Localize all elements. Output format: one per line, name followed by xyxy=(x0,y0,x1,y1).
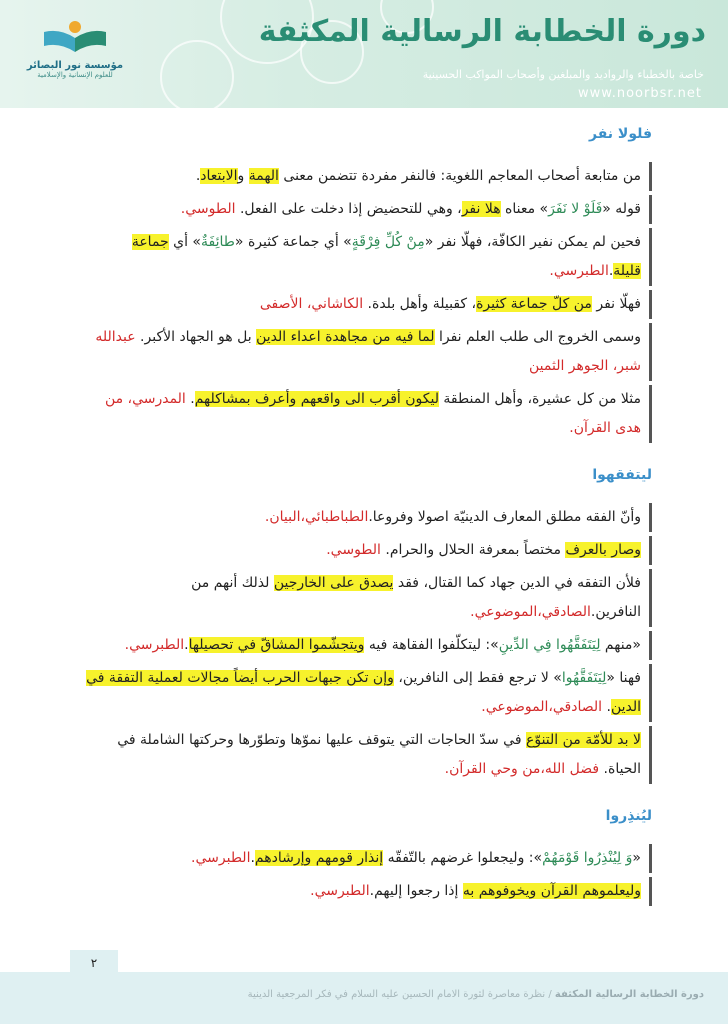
highlighted-text: ليكون أقرب الى واقعهم وأعرف بمشاكلهم xyxy=(194,391,439,407)
org-logo xyxy=(20,18,130,98)
decorative-circle xyxy=(160,40,234,108)
body-text: مثلا من كل عشيرة، وأهل المنطقة xyxy=(438,391,641,407)
quran-quote: فَلَوْ لا نَفَرَ xyxy=(548,201,603,217)
highlighted-text: وليعلموهم القرآن ويخوفوهم به xyxy=(462,883,641,899)
body-text: إذا رجعوا إليهم. xyxy=(369,883,463,899)
body-text: و xyxy=(237,168,249,184)
highlighted-text: جماعة قليلة xyxy=(131,234,641,279)
body-text: بل هو الجهاد الأكبر. xyxy=(135,329,257,345)
highlighted-text: لا بد للأمّة من التنوّع xyxy=(525,732,641,748)
body-text: فلأن التفقه في الدين جهاد كما القتال، فقد xyxy=(393,575,641,591)
highlighted-text: هلا نفر xyxy=(461,201,501,217)
paragraph xyxy=(78,162,652,191)
citation-source: الصادقي،الموضوعي. xyxy=(470,604,591,620)
page-header xyxy=(0,0,728,108)
body-text: فهلّا نفر xyxy=(591,296,641,312)
highlighted-text: إنذار قومهم وإرشادهم xyxy=(254,850,384,866)
paragraph xyxy=(78,503,652,532)
body-text: » أي جماعة كثيرة « xyxy=(234,234,352,250)
citation-source: الطبرسي. xyxy=(191,850,251,866)
book-icon xyxy=(40,18,110,56)
citation-source: فضل الله،من وحي القرآن. xyxy=(444,761,600,777)
body-text: . xyxy=(185,391,195,407)
body-text: لذلك أنهم من النافرين. xyxy=(191,575,641,620)
body-text: وأنّ الفقه مطلق المعارف الدينيّة اصولا وفروعا. xyxy=(368,509,641,525)
website-url[interactable]: www.noorbsr.net xyxy=(578,86,702,101)
citation-source: الطبرسي. xyxy=(310,883,370,899)
paragraph xyxy=(78,569,652,627)
paragraph xyxy=(78,844,652,873)
paragraph xyxy=(78,323,652,381)
body-text: من متابعة أصحاب المعاجم اللغوية: فالنفر مفردة تتضمن معنى xyxy=(278,168,641,184)
body-text: وسمى الخروج الى طلب العلم نفرا xyxy=(434,329,641,345)
quran-quote: لِيَتَفَقَّهُوا xyxy=(561,670,607,686)
citation-source: الطباطبائي،البيان. xyxy=(264,509,369,525)
footer-text xyxy=(248,989,704,1000)
body-text: مختصاً بمعرفة الحلال والحرام. xyxy=(380,542,566,558)
paragraph xyxy=(78,877,652,906)
paragraph xyxy=(78,631,652,660)
body-text: ، وهي للتحضيض إذا دخلت على الفعل. xyxy=(235,201,462,217)
footer-separator: / xyxy=(545,989,555,1000)
body-text: في سدّ الحاجات التي يتوقف عليها نموّها وتطوّرها وحركتها الشاملة في الحياة. xyxy=(117,732,641,777)
org-subtitle: للعلوم الإنسانية والإسلامية xyxy=(37,71,113,79)
body-text: . xyxy=(250,850,255,866)
section-heading: فلولا نفر xyxy=(589,126,652,142)
paragraph xyxy=(78,195,652,224)
body-text: . xyxy=(608,263,614,279)
body-text: قوله « xyxy=(602,201,641,217)
article-body xyxy=(78,118,652,910)
body-text: . xyxy=(602,699,611,715)
citation-source: عبدالله شبر، الجوهر الثمين xyxy=(95,329,641,374)
paragraph xyxy=(78,228,652,286)
body-text: » أي xyxy=(168,234,202,250)
highlighted-text: يصدق على الخارجين xyxy=(273,575,394,591)
header-subtitle: خاصة بالخطباء والرواديد والمبلغين وأصحاب المواكب الحسينية xyxy=(422,68,704,81)
quran-quote: طائِفَةٌ xyxy=(201,234,235,250)
page-footer xyxy=(0,972,728,1024)
highlighted-text: الهمة xyxy=(248,168,279,184)
body-text: فهنا « xyxy=(606,670,641,686)
body-text: » لا ترجع فقط إلى النافرين، xyxy=(393,670,562,686)
body-text: . xyxy=(195,168,201,184)
quran-quote: لِيَتَفَقَّهُوا فِي الدِّينِ xyxy=(498,637,601,653)
section-heading: ليتفقهوا xyxy=(592,467,652,483)
highlighted-text: الابتعاد xyxy=(200,168,238,184)
citation-source: الطبرسي. xyxy=(124,637,185,653)
paragraph xyxy=(78,536,652,565)
paragraph xyxy=(78,290,652,319)
section-heading: ليُنذِروا xyxy=(605,808,652,824)
paragraph xyxy=(78,664,652,722)
highlighted-text: وإن تكن جبهات الحرب أيضاً مجالات لعملية التفقة في الدين xyxy=(86,670,641,715)
citation-source: الطبرسي. xyxy=(549,263,609,279)
citation-source: الكاشاني، الأصفى xyxy=(259,296,364,312)
body-text: . xyxy=(184,637,189,653)
body-text: فحين لم يمكن نفير الكافّة، فهلّا نفر « xyxy=(424,234,641,250)
body-text: »: ليتكلّفوا الفقاهة فيه xyxy=(364,637,499,653)
body-text: «منهم xyxy=(600,637,641,653)
citation-source: الطوسي. xyxy=(326,542,381,558)
highlighted-text: من كلّ جماعة كثيرة xyxy=(476,296,592,312)
body-text: » معناه xyxy=(500,201,549,217)
footer-subtitle: نظرة معاصرة لثورة الامام الحسين عليه السلام في فكر المرجعية الدينية xyxy=(247,989,546,1000)
citation-source: المدرسي، من هدى القرآن. xyxy=(104,391,641,436)
footer-title: دورة الخطابة الرسالية المكثفة xyxy=(554,989,704,1000)
body-text: ، كقبيلة وأهل بلدة. xyxy=(363,296,477,312)
body-text: »: وليجعلوا غرضهم بالتّفقّه xyxy=(383,850,543,866)
quran-quote: وَ لِيُنْذِرُوا قَوْمَهُمْ xyxy=(542,850,633,866)
header-title: دورة الخطابة الرسالية المكثفة xyxy=(258,14,706,49)
page-number: ٢ xyxy=(70,950,118,980)
highlighted-text: ويتجشّموا المشاقّ في تحصيلها xyxy=(188,637,365,653)
org-name: مؤسسة نور البصائر xyxy=(26,60,124,71)
citation-source: الصادقي،الموضوعي. xyxy=(481,699,603,715)
highlighted-text: وصار بالعرف xyxy=(565,542,641,558)
body-text: « xyxy=(632,850,641,866)
citation-source: الطوسي. xyxy=(180,201,236,217)
paragraph xyxy=(78,385,652,443)
quran-quote: مِنْ كُلِّ فِرْقَةٍ xyxy=(351,234,425,250)
highlighted-text: لما فيه من مجاهدة اعداء الدين xyxy=(256,329,435,345)
paragraph xyxy=(78,726,652,784)
